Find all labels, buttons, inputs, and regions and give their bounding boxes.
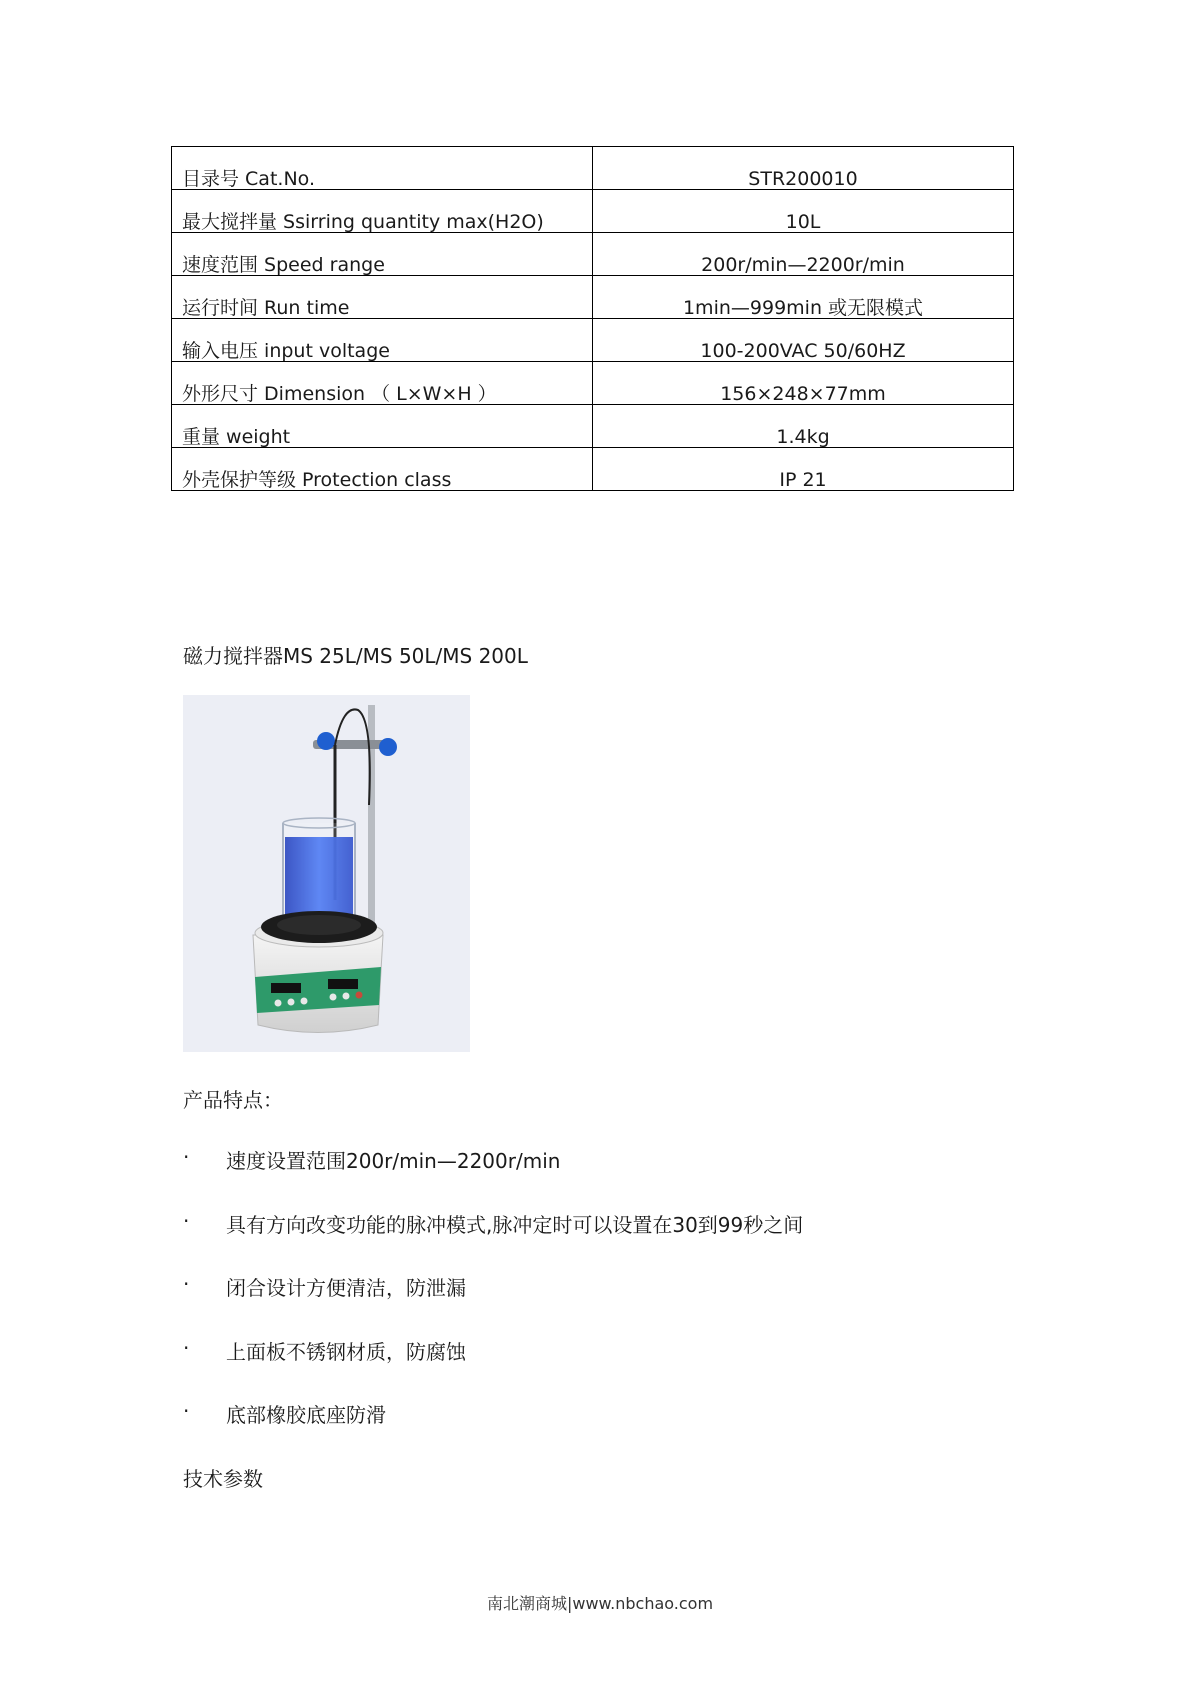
list-item: [183, 1209, 1083, 1273]
spec-value: 200r/min—2200r/min: [593, 233, 1014, 276]
spec-value: 10L: [593, 190, 1014, 233]
feature-text: 闭合设计方便清洁，防泄漏: [226, 1276, 466, 1300]
feature-text: 底部橡胶底座防滑: [226, 1403, 386, 1427]
footer-brand: 南北潮商城: [486, 1594, 567, 1613]
spec-value: IP 21: [593, 448, 1014, 491]
spec-value: 1.4kg: [593, 405, 1014, 448]
right-knob-icon: [379, 738, 397, 756]
features-title: 产品特点：: [183, 1088, 283, 1112]
bullet: ·: [183, 1399, 190, 1423]
table-row: [172, 405, 1014, 448]
list-item: [183, 1336, 1083, 1400]
feature-text: 上面板不锈钢材质，防腐蚀: [226, 1339, 466, 1364]
spec-label: 目录号 Cat.No.: [172, 147, 593, 190]
bullet: ·: [183, 1208, 190, 1233]
feature-text: 速度设置范围200r/min—2200r/min: [226, 1149, 561, 1173]
spec-label: 输入电压 input voltage: [172, 319, 593, 362]
footer-separator: |: [566, 1594, 573, 1613]
beaker: [283, 823, 355, 924]
product-photo: [183, 695, 470, 1052]
table-row: [172, 276, 1014, 319]
bullet: ·: [183, 1335, 190, 1360]
product-section-title: 磁力搅拌器MS 25L/MS 50L/MS 200L: [183, 644, 528, 668]
spec-label: 重量 weight: [172, 405, 593, 448]
spec-value: STR200010: [593, 147, 1014, 190]
list-item: [183, 1399, 1083, 1463]
spec-value: 1min—999min 或无限模式: [593, 276, 1014, 319]
list-item: [183, 1272, 1083, 1336]
left-knob-icon: [317, 732, 335, 750]
feature-list: [183, 1145, 1083, 1463]
table-row: [172, 362, 1014, 405]
spec-label: 运行时间 Run time: [172, 276, 593, 319]
table-row: [172, 448, 1014, 491]
spec-label: 外形尺寸 Dimension （ L×W×H ）: [172, 362, 593, 405]
spec-table: [171, 146, 1014, 491]
list-item: [183, 1145, 1083, 1209]
feature-text: 具有方向改变功能的脉冲模式,脉冲定时可以设置在30到99秒之间: [226, 1212, 804, 1237]
table-row: [172, 190, 1014, 233]
bullet: ·: [183, 1272, 190, 1296]
table-row: [172, 233, 1014, 276]
table-row: [172, 147, 1014, 190]
spec-label: 外壳保护等级 Protection class: [172, 448, 593, 491]
spec-label: 速度范围 Speed range: [172, 233, 593, 276]
bullet: ·: [183, 1145, 190, 1169]
magnetic-stirrer-illustration: [183, 695, 470, 1052]
spec-value: 156×248×77mm: [593, 362, 1014, 405]
spec-value: 100-200VAC 50/60HZ: [593, 319, 1014, 362]
display-right: [328, 979, 358, 989]
table-row: [172, 319, 1014, 362]
tech-params-title: 技术参数: [183, 1467, 263, 1491]
spec-label: 最大搅拌量 Ssirring quantity max(H2O): [172, 190, 593, 233]
footer: [0, 1591, 1200, 1614]
footer-url[interactable]: www.nbchao.com: [572, 1594, 714, 1613]
display-left: [271, 983, 301, 993]
